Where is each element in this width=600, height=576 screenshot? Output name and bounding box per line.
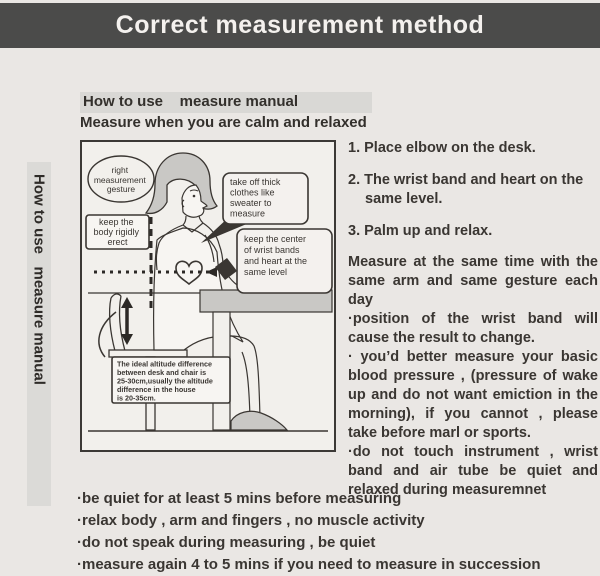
footer-bullet: ·be quiet for at least 5 mins before measuring xyxy=(77,490,402,507)
page-header xyxy=(0,3,600,48)
instruction-step-1: 1. Place elbow on the desk. xyxy=(348,140,536,156)
note-paragraph: ·position of the wrist band will cause the result to change. xyxy=(348,311,598,346)
page-title: Correct measurement method xyxy=(115,11,485,39)
posture-illustration xyxy=(80,140,336,452)
svg-text:right measurement: right measurement gesture xyxy=(93,165,146,194)
gesture-oval xyxy=(88,156,154,202)
instruction-notes xyxy=(348,253,598,500)
height-arrow xyxy=(121,297,133,345)
svg-text:keep the center of wrist: keep the center of wrist bands and heart at the same level xyxy=(244,234,308,277)
footer-bullet: ·do not speak during measuring , be quiet xyxy=(77,534,376,551)
footer-bullet: ·measure again 4 to 5 mins if you need to measure in succession xyxy=(77,556,541,573)
note-paragraph: · you’d better measure your basic blood pressure , (pressure of wake up and do not want emiction in the morning), if you cannot , please take before marl or sports. xyxy=(348,349,598,441)
posture-illustration-drawing xyxy=(80,140,336,452)
svg-text:take off thick clothes l: take off thick clothes like sweater to measure xyxy=(230,177,281,219)
eye xyxy=(193,195,196,198)
svg-text:keep the body rigidly: keep the body rigidly erect xyxy=(93,217,140,247)
svg-text:The ideal altitude difference: The ideal altitude difference between desk and chair is 25-30cm,usually the altitude difference in the house is 20-35cm. xyxy=(117,359,213,403)
section-heading: How to use measure manual xyxy=(80,92,372,113)
instruction-step-3: 3. Palm up and relax. xyxy=(348,223,493,239)
instruction-column xyxy=(348,139,598,500)
note-paragraph: ·do not touch instrument , wrist band and air tube be quiet and relaxed during measuremnet xyxy=(348,444,598,498)
footer-bullet: ·relax body , arm and fingers , no muscle activity xyxy=(77,512,425,529)
head xyxy=(146,153,217,217)
erect-callout xyxy=(86,215,149,249)
footer-bullet-list xyxy=(77,488,562,576)
note-paragraph: Measure at the same time with the same arm and same gesture each day xyxy=(348,254,598,308)
wrist-callout xyxy=(237,229,332,293)
altitude-note xyxy=(112,357,230,403)
section-subheading: Measure when you are calm and relaxed xyxy=(80,114,367,131)
side-tab xyxy=(27,162,51,506)
side-tab-label: How to use measure manual xyxy=(30,174,48,385)
instruction-step-2: 2. The wrist band and heart on the same level. xyxy=(348,172,584,207)
